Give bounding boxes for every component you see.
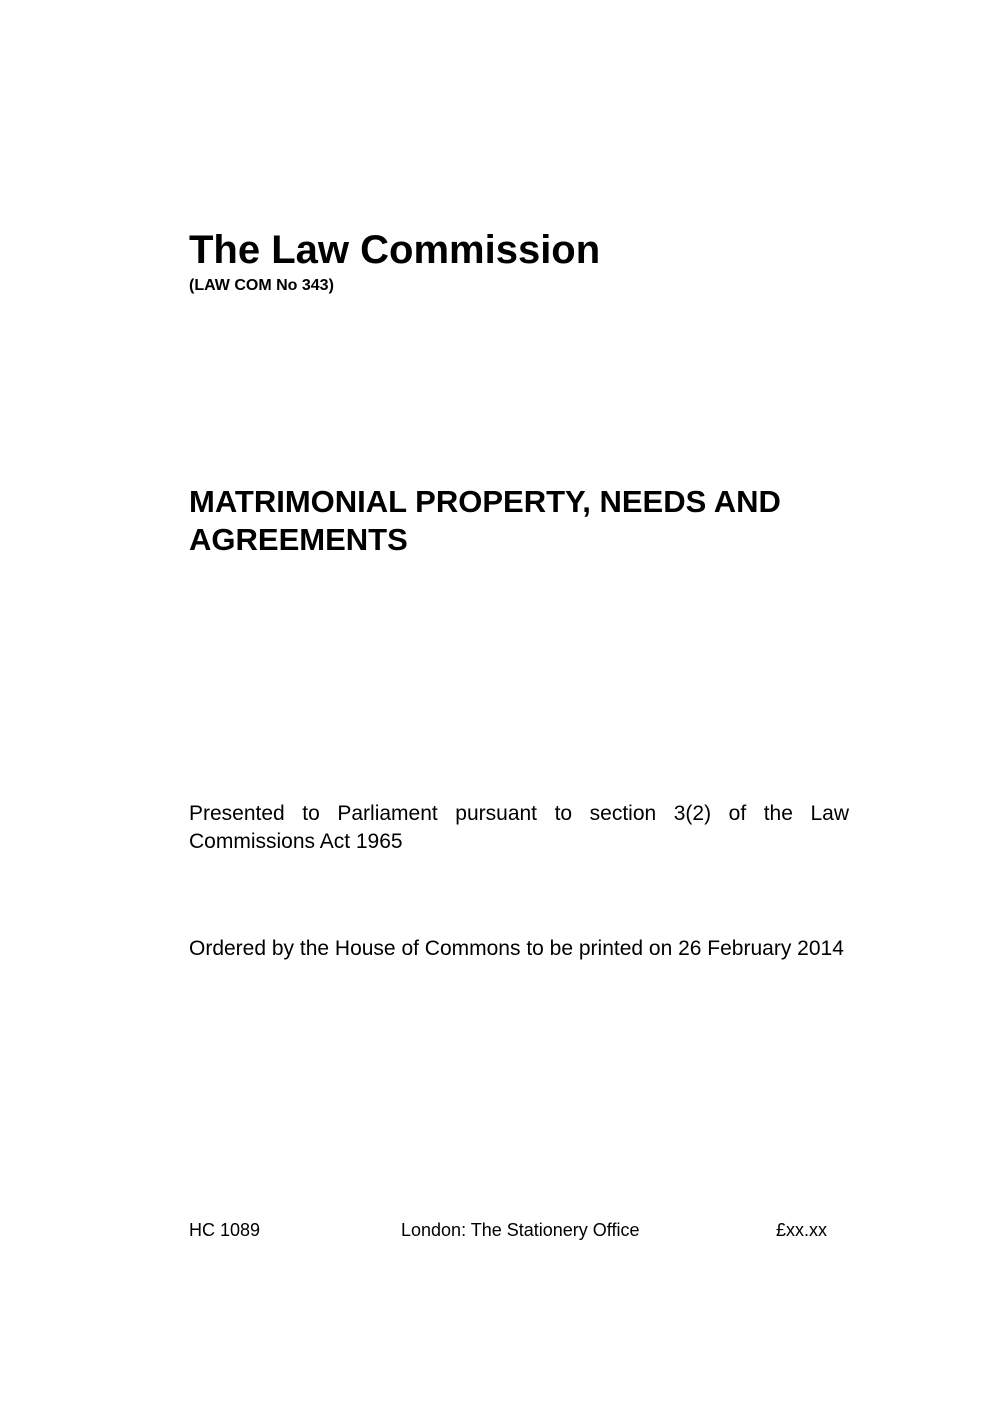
report-number: (LAW COM No 343)	[189, 277, 334, 294]
publisher: London: The Stationery Office	[401, 1220, 640, 1240]
ordered-statement: Ordered by the House of Commons to be printed on 26 February 2014	[189, 937, 844, 960]
price: £xx.xx	[776, 1220, 828, 1240]
presented-statement: Presented to Parliament pursuant to section 3(2) of the Law Commissions Act 1965	[189, 802, 849, 853]
organisation-title: The Law Commission	[189, 228, 601, 272]
report-title: MATRIMONIAL PROPERTY, NEEDS AND AGREEMENTS	[189, 484, 781, 557]
hc-number: HC 1089	[189, 1220, 261, 1240]
